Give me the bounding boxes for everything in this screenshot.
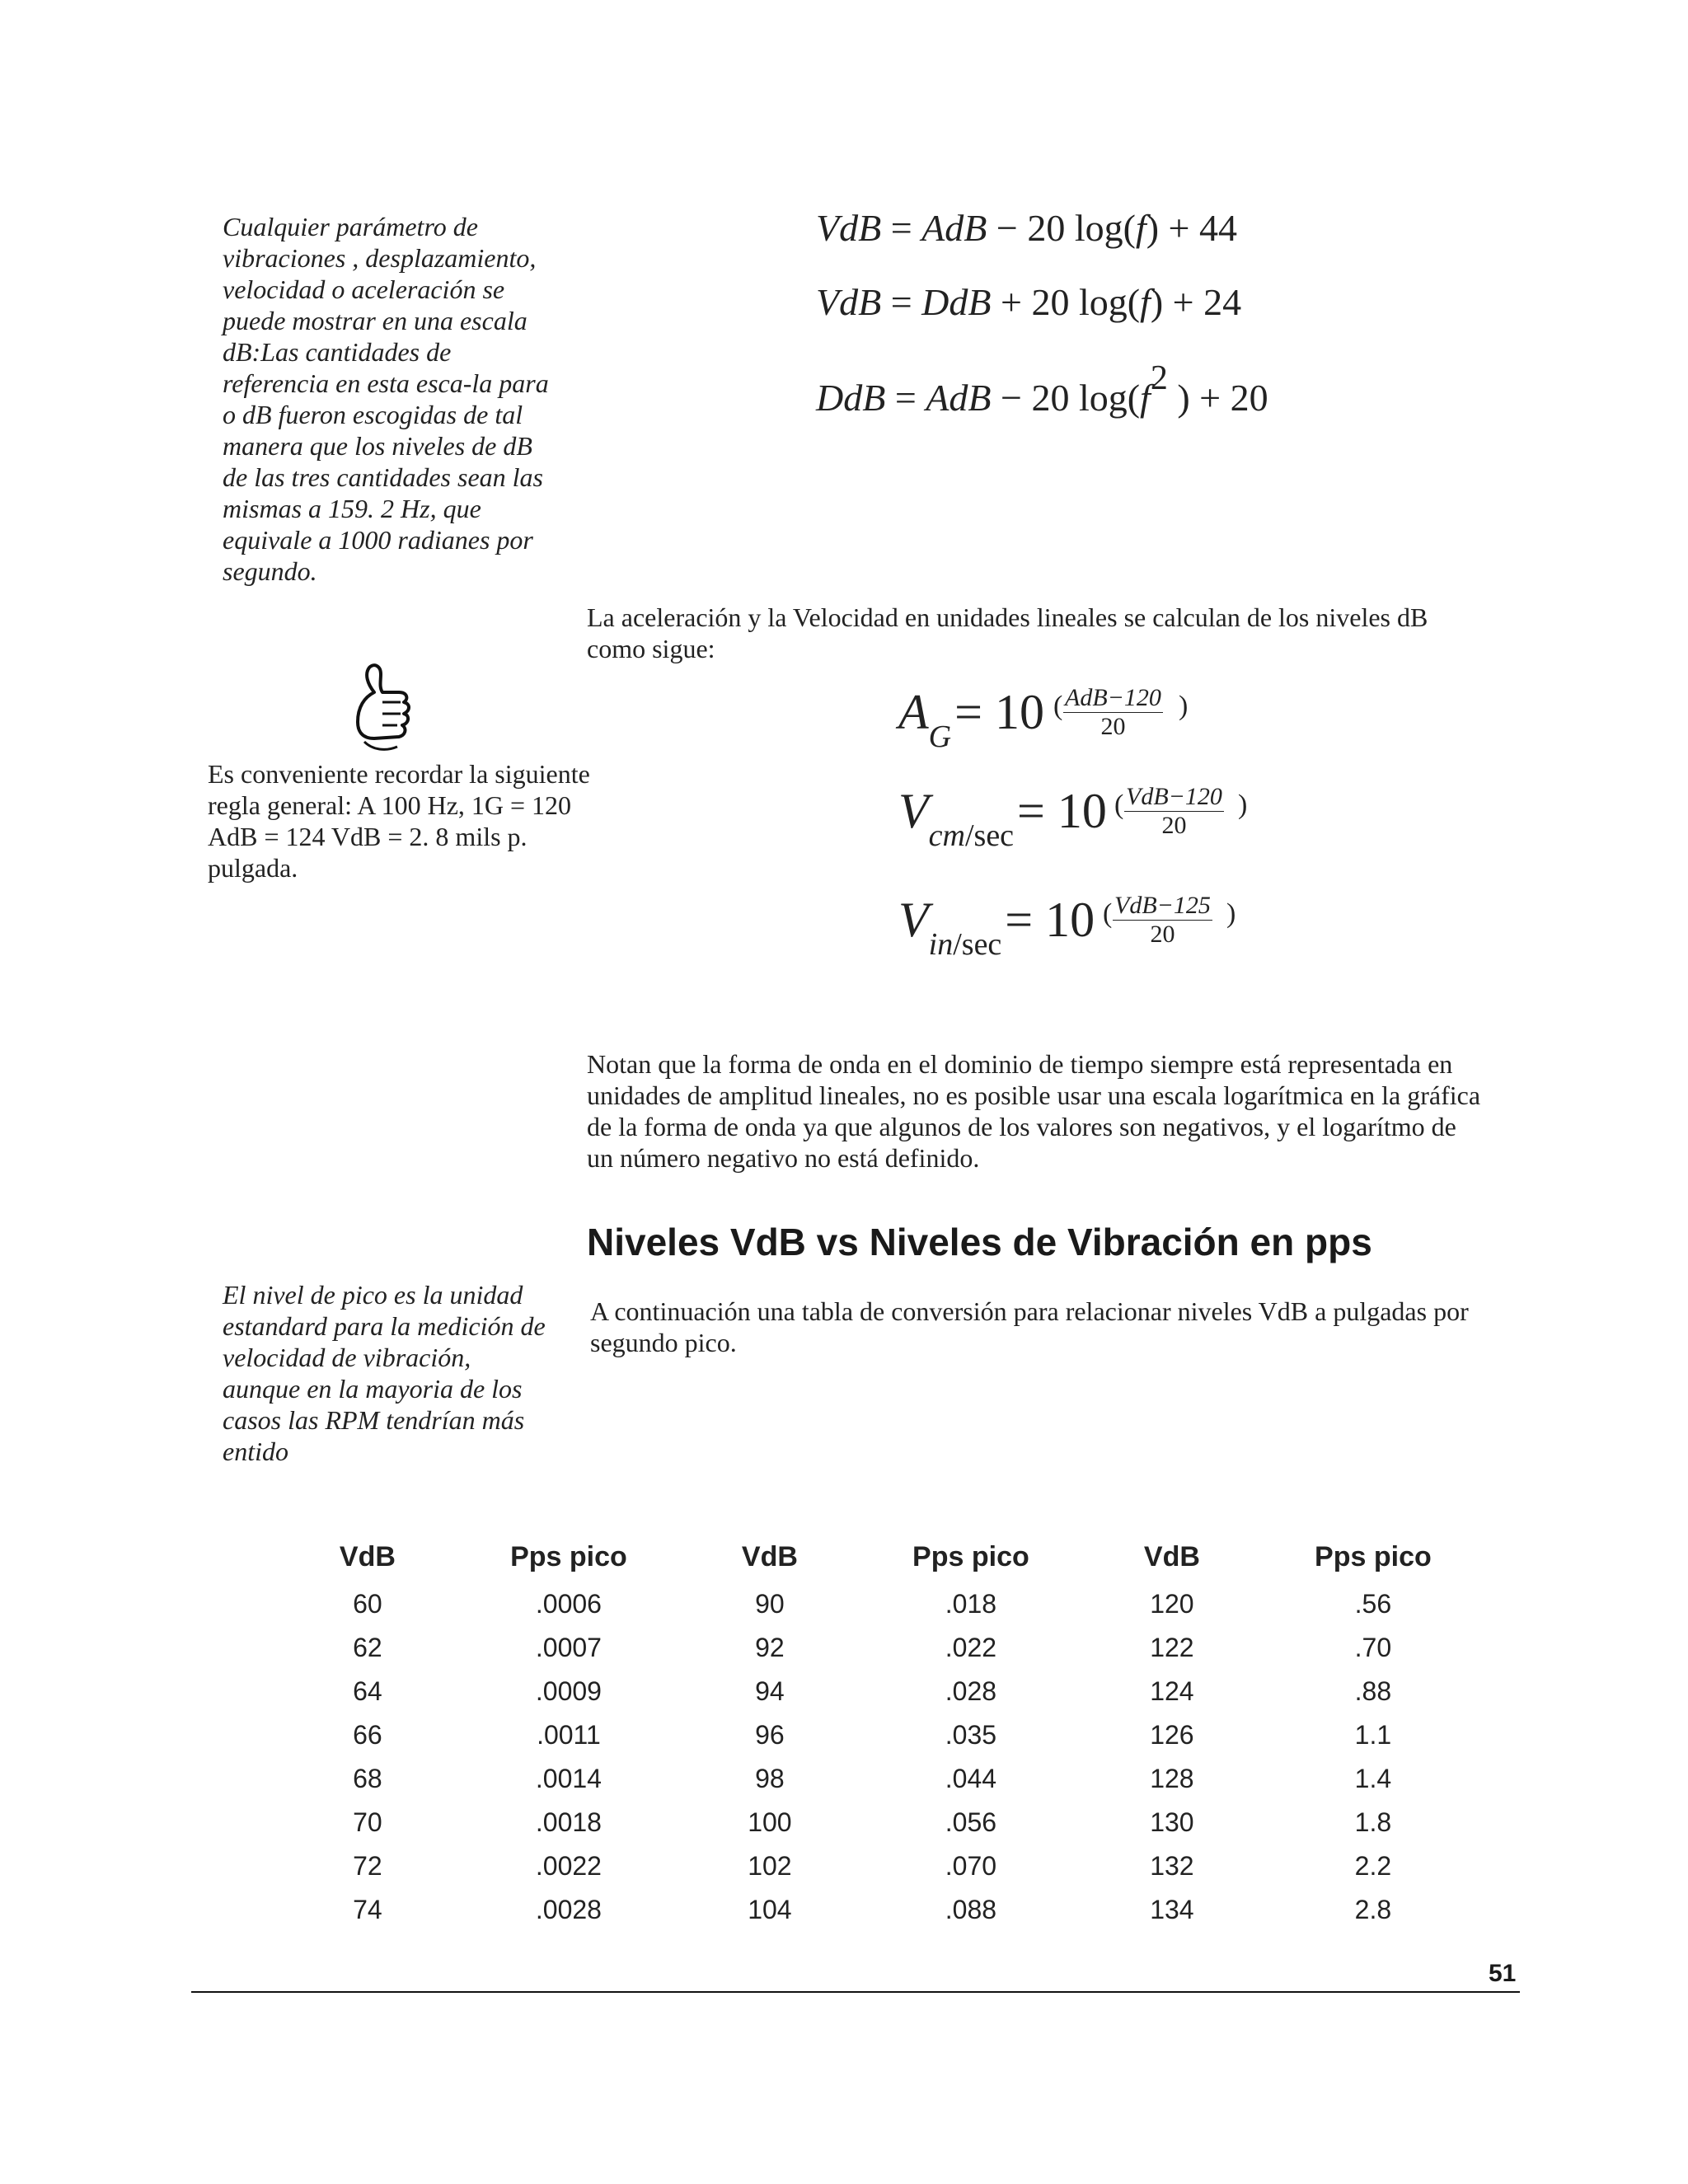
table-cell: .028 [945, 1676, 997, 1706]
table-cell: 100 [748, 1807, 792, 1837]
table-row [302, 1670, 1508, 1713]
section-heading: Niveles VdB vs Niveles de Vibración en pps [587, 1221, 1372, 1263]
table-cell: 72 [353, 1851, 382, 1881]
table-cell: .088 [945, 1895, 997, 1924]
table-row [302, 1757, 1508, 1801]
formula-velocity-in-sec: Vin/sec = 10 ( VdB−125 20 ) [898, 892, 1236, 962]
formula-velocity-cm-sec: Vcm/sec = 10 ( VdB−120 20 ) [898, 783, 1248, 853]
table-cell: .0028 [535, 1895, 602, 1924]
table-cell: .022 [945, 1633, 997, 1662]
conversion-table [302, 1531, 1508, 1932]
table-cell: 64 [353, 1676, 382, 1706]
table-cell: 1.4 [1354, 1764, 1392, 1793]
tip-text: Es conveniente recordar la siguiente regla general: A 100 Hz, 1G = 120 AdB = 124 VdB = 2. 8 mils p. pulgada. [208, 759, 590, 883]
table-cell: .0022 [535, 1851, 602, 1881]
equation-vdb-from-ddb: VdB = DdB + 20 log(f) + 24 [816, 281, 1242, 323]
table-cell: 122 [1150, 1633, 1194, 1662]
table-cell: 94 [755, 1676, 785, 1706]
table-cell: 60 [353, 1589, 382, 1619]
table-row [302, 1626, 1508, 1670]
footer-rule [191, 1991, 1520, 1993]
table-cell: .044 [945, 1764, 997, 1793]
table-cell: .56 [1354, 1589, 1392, 1619]
table-cell: .70 [1354, 1633, 1392, 1662]
table-cell: 62 [353, 1633, 382, 1662]
table-cell: 130 [1150, 1807, 1194, 1837]
table-cell: 2.2 [1354, 1851, 1392, 1881]
table-cell: 96 [755, 1720, 785, 1750]
table-cell: 2.8 [1354, 1895, 1392, 1924]
equation-ddb-from-adb: DdB = AdB − 20 log(f2 ) + 20 [816, 359, 1268, 419]
sidenote-peak-level: El nivel de pico es la unidad estandard para la medición de velocidad de vibración, aunque en la mayoria de los casos las RPM tendrían más entido [223, 1280, 546, 1466]
table-cell: 124 [1150, 1676, 1194, 1706]
table-cell: 98 [755, 1764, 785, 1793]
table-cell: 128 [1150, 1764, 1194, 1793]
column-header: VdB [339, 1540, 396, 1572]
page-number: 51 [1489, 1960, 1517, 1987]
thumbs-up-icon [349, 659, 424, 762]
column-header: VdB [1143, 1540, 1200, 1572]
table-cell: 120 [1150, 1589, 1194, 1619]
table-cell: 70 [353, 1807, 382, 1837]
column-header: Pps pico [912, 1540, 1029, 1572]
table-cell: .0011 [537, 1720, 601, 1750]
table-row [302, 1844, 1508, 1888]
table-cell: .0018 [535, 1807, 602, 1837]
table-cell: .0006 [535, 1589, 602, 1619]
table-row [302, 1801, 1508, 1844]
equation-vdb-from-adb: VdB = AdB − 20 log(f) + 44 [816, 207, 1237, 249]
table-cell: 126 [1150, 1720, 1194, 1750]
table-cell: 1.1 [1354, 1720, 1392, 1750]
intro-paragraph: La aceleración y la Velocidad en unidades lineales se calculan de los niveles dB como sigue: [587, 602, 1428, 663]
table-intro: A continuación una tabla de conversión para relacionar niveles VdB a pulgadas por segundo pico. [590, 1296, 1469, 1357]
table-body [302, 1582, 1508, 1932]
table-cell: .035 [945, 1720, 997, 1750]
column-header: Pps pico [510, 1540, 627, 1572]
table-cell: 90 [755, 1589, 785, 1619]
table-cell: 134 [1150, 1895, 1194, 1924]
table-row [302, 1582, 1508, 1626]
formula-acceleration-g: AG = 10 ( AdB−120 20 ) [898, 684, 1189, 754]
table-header-row [302, 1531, 1508, 1582]
table-cell: .056 [945, 1807, 997, 1837]
table-cell: 102 [748, 1851, 792, 1881]
table-cell: 92 [755, 1633, 785, 1662]
sidenote-db-scale: Cualquier parámetro de vibraciones , desplazamiento, velocidad o aceleración se puede mostrar en una escala dB:Las cantidades de referencia en esta esca-la para o dB fueron escogidas de tal manera que los niveles de dB de las tres cantidades sean las mismas a 159. 2 Hz, que equivale a 1000 radianes por segundo. [223, 212, 549, 586]
table-cell: .0007 [535, 1633, 602, 1662]
table-cell: 68 [353, 1764, 382, 1793]
column-header: Pps pico [1315, 1540, 1432, 1572]
table-row [302, 1888, 1508, 1932]
column-header: VdB [741, 1540, 798, 1572]
table-cell: 104 [748, 1895, 792, 1924]
table-cell: .0009 [535, 1676, 602, 1706]
table-cell: 74 [353, 1895, 382, 1924]
table-cell: .070 [945, 1851, 997, 1881]
note-paragraph: Notan que la forma de onda en el dominio de tiempo siempre está representada en unidades de amplitud lineales, no es posible usar una escala logarítmica en la gráfica de la forma de onda ya que algunos de los valores son negativos, y el logarítmo de un número negativo no está definido. [587, 1049, 1481, 1173]
table-cell: .0014 [535, 1764, 602, 1793]
table-cell: 1.8 [1354, 1807, 1392, 1837]
table-cell: 66 [353, 1720, 382, 1750]
table-cell: .88 [1354, 1676, 1392, 1706]
table-row [302, 1713, 1508, 1757]
table-cell: .018 [945, 1589, 997, 1619]
table-cell: 132 [1150, 1851, 1194, 1881]
